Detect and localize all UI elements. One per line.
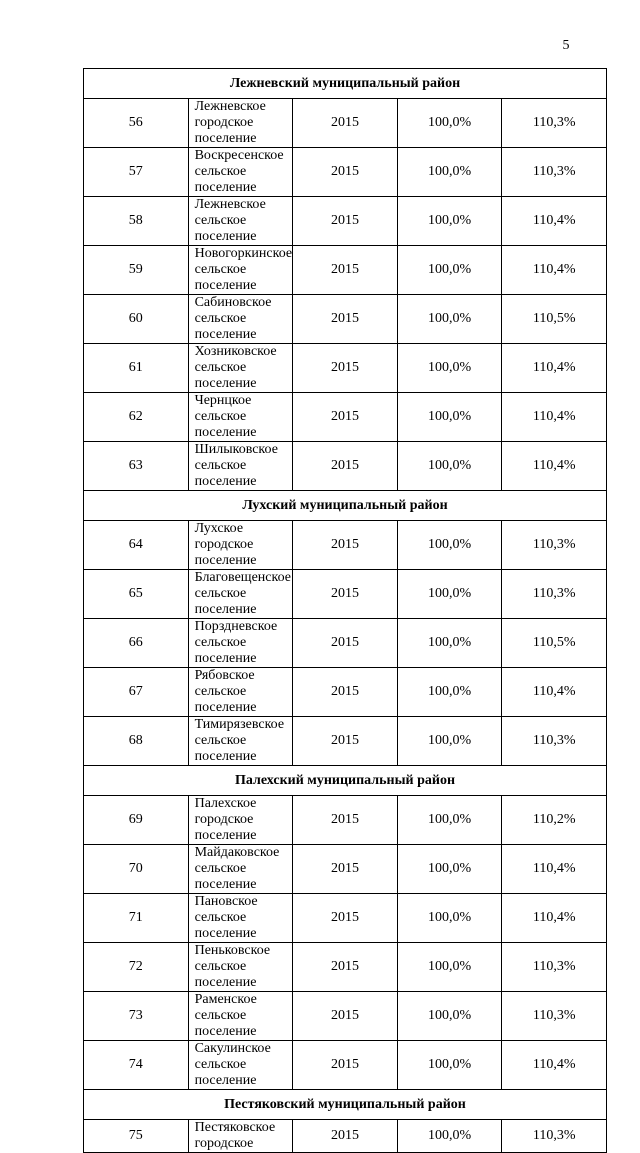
percent-index-cell: 110,3% [502, 148, 607, 197]
percent-base-cell: 100,0% [397, 1120, 502, 1153]
row-number: 70 [84, 845, 189, 894]
percent-base-cell: 100,0% [397, 246, 502, 295]
year-cell: 2015 [293, 992, 398, 1041]
percent-base-cell: 100,0% [397, 619, 502, 668]
table-row [84, 344, 607, 393]
row-number: 69 [84, 796, 189, 845]
percent-base-cell: 100,0% [397, 99, 502, 148]
table-row [84, 99, 607, 148]
table-row [84, 943, 607, 992]
district-header-row [84, 491, 607, 521]
settlement-name: Палехское городское поселение [188, 796, 293, 845]
settlement-name: Сабиновское сельское поселение [188, 295, 293, 344]
row-number: 74 [84, 1041, 189, 1090]
percent-index-cell: 110,4% [502, 668, 607, 717]
row-number: 59 [84, 246, 189, 295]
year-cell: 2015 [293, 521, 398, 570]
table-row [84, 619, 607, 668]
row-number: 56 [84, 99, 189, 148]
district-title: Лежневский муниципальный район [84, 69, 607, 99]
percent-index-cell: 110,3% [502, 717, 607, 766]
settlement-name: Лежневское сельское поселение [188, 197, 293, 246]
percent-base-cell: 100,0% [397, 992, 502, 1041]
percent-index-cell: 110,5% [502, 619, 607, 668]
percent-base-cell: 100,0% [397, 943, 502, 992]
table-body [84, 69, 607, 1153]
table-row [84, 197, 607, 246]
district-header-row [84, 1090, 607, 1120]
percent-index-cell: 110,3% [502, 943, 607, 992]
district-title: Палехский муниципальный район [84, 766, 607, 796]
year-cell: 2015 [293, 570, 398, 619]
table-row [84, 992, 607, 1041]
year-cell: 2015 [293, 442, 398, 491]
row-number: 67 [84, 668, 189, 717]
percent-base-cell: 100,0% [397, 1041, 502, 1090]
row-number: 61 [84, 344, 189, 393]
year-cell: 2015 [293, 1041, 398, 1090]
year-cell: 2015 [293, 393, 398, 442]
settlement-name: Чернцкое сельское поселение [188, 393, 293, 442]
percent-base-cell: 100,0% [397, 570, 502, 619]
percent-index-cell: 110,4% [502, 1041, 607, 1090]
district-title: Пестяковский муниципальный район [84, 1090, 607, 1120]
table-row [84, 246, 607, 295]
row-number: 73 [84, 992, 189, 1041]
row-number: 60 [84, 295, 189, 344]
district-header-row [84, 766, 607, 796]
percent-base-cell: 100,0% [397, 521, 502, 570]
settlement-name: Новогоркинское сельское поселение [188, 246, 293, 295]
year-cell: 2015 [293, 99, 398, 148]
year-cell: 2015 [293, 197, 398, 246]
percent-index-cell: 110,4% [502, 344, 607, 393]
table-row [84, 295, 607, 344]
year-cell: 2015 [293, 943, 398, 992]
table-row [84, 1120, 607, 1153]
table-row [84, 393, 607, 442]
settlement-name: Воскресенское сельское поселение [188, 148, 293, 197]
percent-index-cell: 110,5% [502, 295, 607, 344]
settlement-name: Благовещенское сельское поселение [188, 570, 293, 619]
percent-index-cell: 110,4% [502, 197, 607, 246]
percent-base-cell: 100,0% [397, 148, 502, 197]
row-number: 71 [84, 894, 189, 943]
table-row [84, 1041, 607, 1090]
row-number: 72 [84, 943, 189, 992]
percent-base-cell: 100,0% [397, 845, 502, 894]
year-cell: 2015 [293, 845, 398, 894]
settlement-name: Пестяковское городское [188, 1120, 293, 1153]
percent-index-cell: 110,3% [502, 521, 607, 570]
percent-base-cell: 100,0% [397, 894, 502, 943]
year-cell: 2015 [293, 148, 398, 197]
settlement-name: Тимирязевское сельское поселение [188, 717, 293, 766]
percent-index-cell: 110,4% [502, 246, 607, 295]
table-row [84, 717, 607, 766]
page-number: 5 [562, 38, 570, 53]
year-cell: 2015 [293, 717, 398, 766]
settlement-name: Майдаковское сельское поселение [188, 845, 293, 894]
percent-index-cell: 110,4% [502, 442, 607, 491]
percent-index-cell: 110,3% [502, 99, 607, 148]
table-row [84, 894, 607, 943]
row-number: 63 [84, 442, 189, 491]
row-number: 65 [84, 570, 189, 619]
percent-index-cell: 110,3% [502, 570, 607, 619]
settlement-name: Пеньковское сельское поселение [188, 943, 293, 992]
percent-base-cell: 100,0% [397, 393, 502, 442]
percent-base-cell: 100,0% [397, 668, 502, 717]
year-cell: 2015 [293, 894, 398, 943]
settlements-table [83, 68, 607, 1153]
table-row [84, 148, 607, 197]
table-row [84, 796, 607, 845]
year-cell: 2015 [293, 1120, 398, 1153]
row-number: 75 [84, 1120, 189, 1153]
row-number: 66 [84, 619, 189, 668]
year-cell: 2015 [293, 344, 398, 393]
percent-index-cell: 110,4% [502, 894, 607, 943]
percent-base-cell: 100,0% [397, 197, 502, 246]
row-number: 64 [84, 521, 189, 570]
table-row [84, 668, 607, 717]
percent-index-cell: 110,3% [502, 992, 607, 1041]
table-row [84, 442, 607, 491]
percent-base-cell: 100,0% [397, 442, 502, 491]
row-number: 68 [84, 717, 189, 766]
percent-index-cell: 110,4% [502, 393, 607, 442]
percent-base-cell: 100,0% [397, 344, 502, 393]
year-cell: 2015 [293, 295, 398, 344]
row-number: 62 [84, 393, 189, 442]
settlement-name: Рябовское сельское поселение [188, 668, 293, 717]
settlement-name: Порздневское сельское поселение [188, 619, 293, 668]
year-cell: 2015 [293, 796, 398, 845]
settlement-name: Лухское городское поселение [188, 521, 293, 570]
settlement-name: Хозниковское сельское поселение [188, 344, 293, 393]
table-row [84, 521, 607, 570]
percent-base-cell: 100,0% [397, 717, 502, 766]
settlement-name: Пановское сельское поселение [188, 894, 293, 943]
year-cell: 2015 [293, 246, 398, 295]
table-row [84, 570, 607, 619]
settlement-name: Раменское сельское поселение [188, 992, 293, 1041]
settlement-name: Сакулинское сельское поселение [188, 1041, 293, 1090]
percent-index-cell: 110,3% [502, 1120, 607, 1153]
percent-index-cell: 110,4% [502, 845, 607, 894]
district-header-row [84, 69, 607, 99]
settlement-name: Лежневское городское поселение [188, 99, 293, 148]
row-number: 58 [84, 197, 189, 246]
district-title: Лухский муниципальный район [84, 491, 607, 521]
year-cell: 2015 [293, 619, 398, 668]
percent-index-cell: 110,2% [502, 796, 607, 845]
percent-base-cell: 100,0% [397, 796, 502, 845]
settlement-name: Шилыковское сельское поселение [188, 442, 293, 491]
percent-base-cell: 100,0% [397, 295, 502, 344]
year-cell: 2015 [293, 668, 398, 717]
row-number: 57 [84, 148, 189, 197]
table-row [84, 845, 607, 894]
